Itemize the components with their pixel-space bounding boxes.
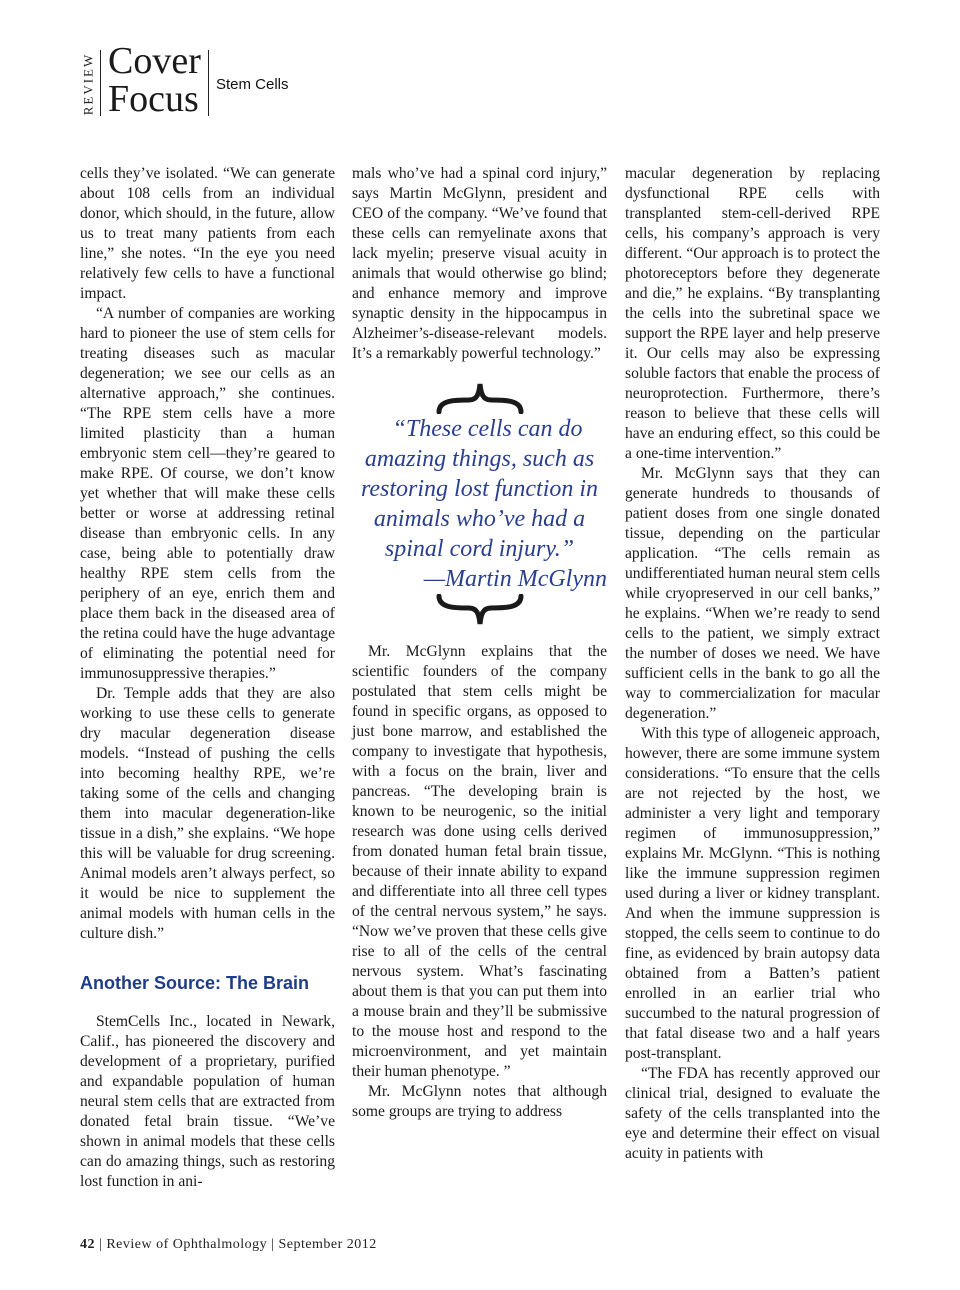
article-column-2 bbox=[352, 164, 607, 1122]
page-number: 42 bbox=[80, 1237, 95, 1252]
article-column-3 bbox=[625, 164, 880, 1164]
article-column-1 bbox=[80, 164, 335, 1192]
footer-separator: | bbox=[99, 1237, 103, 1252]
issue-date: September 2012 bbox=[278, 1237, 377, 1252]
paragraph: “The FDA has recently approved our clinical trial, designed to evaluate the safety of the cells transplanted into the eye and determine their effect on visual acuity in patients with bbox=[625, 1065, 880, 1162]
paragraph: Mr. McGlynn explains that the scientific founders of the company postulated that stem cells might be found in specific organs, as opposed to just bone marrow, and established the company to investigate that hypothesis, with a focus on the brain, liver and pancreas. “The developing brain is known to be neurogenic, so the initial research was done using cells derived from donated human fetal brain tissue, because of their innate ability to expand and differentiate into all three cell types of the central nervous system,” he says. “Now we’ve proven that these cells give rise to all of the cells of the central nervous system. What’s fascinating about them is that you can put them into a mouse brain and they’ll be submissive to the mouse host and respond to the microenvironment, and yet maintain their human phenotype. ” bbox=[352, 643, 607, 1080]
paragraph: mals who’ve had a spinal cord injury,” says Martin McGlynn, president and CEO of the company. “We’ve found that these cells can remyelinate axons that lack myelin; preserve visual acuity in animals that would otherwise go blind; and enhance memory and improve synaptic density in the hippocampus in Alzheimer’s-disease-relevant models. It’s a remarkably powerful technology.” bbox=[352, 165, 607, 362]
paragraph: With this type of allogeneic approach, however, there are some immune system considerations. “To ensure that the cells are not rejected by the host, we administer a very light and temporary regimen of immunosuppression,” explains Mr. McGlynn. “This is nothing like the immune suppression regimen used during a liver or kidney transplant. And when the immune suppression is stopped, the cells seem to continue to do fine, as evidenced by brain autopsy data obtained from a Batten’s patient enrolled in an earlier trial who succumbed to the natural progression of that fatal disease two and a half years post-transplant. bbox=[625, 725, 880, 1062]
paragraph: macular degeneration by replacing dysfunctional RPE cells with transplanted stem-cell-derived RPE cells, his company’s approach is very different. “Our approach is to protect the photoreceptors before they degenerate and die,” he explains. “By transplanting the cells into the subretinal space we support the RPE layer and help preserve it. Our cells may also be expressing soluble factors that enable the process of neuroprotection. Furthermore, there’s reason to believe that these cells will have an enduring effect, so this could be a one-time intervention.” bbox=[625, 165, 880, 462]
brace-top-icon bbox=[435, 380, 525, 414]
paragraph: Mr. McGlynn says that they can generate hundreds to thousands of patient doses from one single donated tissue, depending on the particular application. “The cells remain as undifferentiated human neural stem cells while cryopreserved in our cell banks,” he explains. “When we’re ready to send cells to the patient, we simply extract the number of doses we need. We have sufficient cells in the bank to go all the way to commercialization for macular degeneration.” bbox=[625, 465, 880, 722]
paragraph: cells they’ve isolated. “We can generate about 108 cells from an individual donor, which should, in the future, allow us to treat many patients from each line,” she notes. “In the eye you need relatively few cells to have a functional impact. bbox=[80, 165, 335, 302]
paragraph: Mr. McGlynn notes that although some groups are trying to address bbox=[352, 1083, 607, 1120]
journal-name: Review of Ophthalmology bbox=[106, 1237, 268, 1252]
page-footer bbox=[80, 1237, 377, 1253]
footer-separator: | bbox=[271, 1237, 275, 1252]
header-divider-right bbox=[208, 50, 209, 116]
title-line-1: Cover bbox=[108, 40, 201, 82]
paragraph: “A number of companies are working hard to pioneer the use of stem cells for treating diseases such as macular degeneration; we see our cells as an alternative approach,” she continues. “The RPE stem cells have a more limited plasticity than a human embryonic stem cell—they’re geared to make RPE. Of course, we don’t know yet whether that will make these cells better or worse at addressing retinal disease than embryonic cells. In any case, being able to potentially draw healthy RPE stem cells from the periphery of an eye, enrich them and place them back in the diseased area of the retina could have the huge advantage of eliminating the potential need for immunosuppressive therapies.” bbox=[80, 305, 335, 682]
review-vertical-text: REVIEW bbox=[80, 52, 96, 116]
cover-focus-title bbox=[108, 42, 201, 118]
review-vertical-label bbox=[78, 48, 98, 120]
section-subheading: Another Source: The Brain bbox=[80, 973, 310, 993]
header-divider-left bbox=[100, 50, 101, 116]
paragraph: StemCells Inc., located in Newark, Calif., has pioneered the discovery and development of a proprietary, purified and expandable population of human neural stem cells that are extracted from donated fetal brain tissue. “We’ve shown in animal models that these cells can do amazing things, such as restoring lost function in ani- bbox=[80, 1013, 335, 1190]
title-line-2: Focus bbox=[108, 78, 199, 120]
pull-quote-attribution: —Martin McGlynn bbox=[423, 566, 607, 592]
paragraph: Dr. Temple adds that they are also working to use these cells to generate dry macular degeneration disease models. “Instead of pushing the cells into becoming healthy RPE, we’re taking some of the cells and changing them into macular degeneration-like tissue in a dish,” she explains. “We hope this will be valuable for drug screening. Animal models aren’t always perfect, so it would be nice to supplement the animal models with human cells in the culture dish.” bbox=[80, 685, 335, 942]
brace-bottom-icon bbox=[435, 594, 525, 628]
pull-quote-text: “These cells can do amazing things, such as restoring lost function in animals who’ve had a spinal cord injury.” bbox=[360, 416, 599, 562]
pull-quote bbox=[352, 380, 607, 628]
section-topic-label: Stem Cells bbox=[216, 76, 289, 93]
